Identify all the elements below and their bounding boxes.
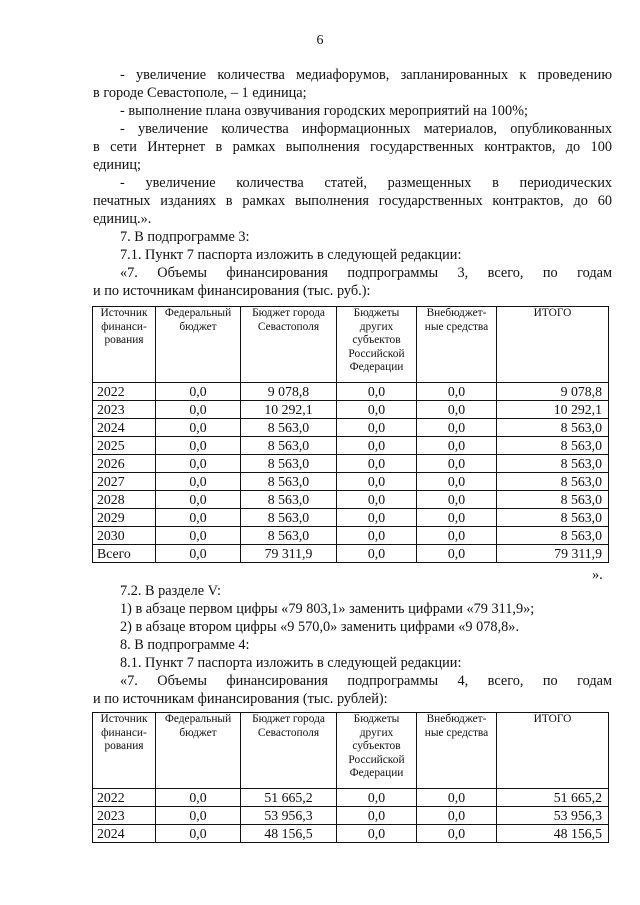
table-cell: 0,0 <box>337 789 417 807</box>
table-cell: 48 156,5 <box>241 825 337 843</box>
middle-line: «7. Объемы финансирования подпрограммы 4, всего, по годам <box>120 673 612 689</box>
table-cell: 0,0 <box>417 527 497 545</box>
table-cell: 2023 <box>93 807 156 825</box>
table-cell: 8 563,0 <box>241 491 337 509</box>
table-cell: 0,0 <box>417 419 497 437</box>
table-cell: 0,0 <box>156 491 241 509</box>
table-row <box>93 491 609 509</box>
header-federal: Федеральный бюджет <box>156 713 241 789</box>
table-cell: 2022 <box>93 383 156 401</box>
table-cell: 8 563,0 <box>497 419 609 437</box>
intro-line: единиц; <box>93 157 142 173</box>
intro-line: - увеличение количества статей, размещенных в периодических <box>120 175 612 191</box>
table-cell: 53 956,3 <box>241 807 337 825</box>
table-cell: 0,0 <box>156 401 241 419</box>
table-cell: 8 563,0 <box>497 473 609 491</box>
table-cell: 8 563,0 <box>241 455 337 473</box>
intro-line: в городе Севастополе, – 1 единица; <box>93 85 307 101</box>
financing-table-4 <box>92 712 609 843</box>
table-cell: 0,0 <box>337 419 417 437</box>
table-cell: 0,0 <box>417 509 497 527</box>
intro-line: 7.1. Пункт 7 паспорта изложить в следующей редакции: <box>120 247 462 263</box>
header-source: Источник финанси-рования <box>93 307 156 383</box>
table-cell: 0,0 <box>417 383 497 401</box>
table-cell: 0,0 <box>417 789 497 807</box>
table-cell: 10 292,1 <box>241 401 337 419</box>
table-cell: 0,0 <box>156 419 241 437</box>
table-cell: 2025 <box>93 437 156 455</box>
table-cell: 53 956,3 <box>497 807 609 825</box>
table-cell: 0,0 <box>156 527 241 545</box>
table-cell: 0,0 <box>156 437 241 455</box>
table-row <box>93 455 609 473</box>
table-cell: 2022 <box>93 789 156 807</box>
closing-quote: ». <box>592 567 603 583</box>
header-other-subjects: Бюджеты других субъектов Российской Федерации <box>337 713 417 789</box>
table-cell: 8 563,0 <box>497 527 609 545</box>
table-cell: 0,0 <box>156 473 241 491</box>
table-row <box>93 383 609 401</box>
header-city: Бюджет города Севастополя <box>241 307 337 383</box>
table-cell: 48 156,5 <box>497 825 609 843</box>
table-cell: 0,0 <box>156 789 241 807</box>
header-source: Источник финанси-рования <box>93 713 156 789</box>
table-cell: 79 311,9 <box>241 545 337 563</box>
header-extrabudget: Внебюджет-ные средства <box>417 307 497 383</box>
table-cell: 8 563,0 <box>497 455 609 473</box>
table-cell: 0,0 <box>417 807 497 825</box>
financing-table-3 <box>92 306 609 563</box>
table-cell: 8 563,0 <box>241 473 337 491</box>
table-cell: 0,0 <box>417 455 497 473</box>
table-cell: 0,0 <box>337 401 417 419</box>
table-cell: 8 563,0 <box>241 527 337 545</box>
header-federal: Федеральный бюджет <box>156 307 241 383</box>
intro-line: единиц.». <box>93 211 152 227</box>
table-row <box>93 419 609 437</box>
table-cell: 0,0 <box>337 825 417 843</box>
table-cell: 0,0 <box>337 437 417 455</box>
table-cell: 2026 <box>93 455 156 473</box>
table-cell: 2023 <box>93 401 156 419</box>
table-cell: 0,0 <box>417 401 497 419</box>
table-row <box>93 825 609 843</box>
intro-line: и по источникам финансирования (тыс. руб.): <box>93 283 371 299</box>
table-cell: Всего <box>93 545 156 563</box>
section-heading: 7. В подпрограмме 3: <box>120 229 250 245</box>
table-cell: 0,0 <box>156 825 241 843</box>
table-cell: 9 078,8 <box>497 383 609 401</box>
table-cell: 51 665,2 <box>241 789 337 807</box>
table-cell: 79 311,9 <box>497 545 609 563</box>
intro-line: печатных изданиях в рамках выполнения государственных контрактов, до 60 <box>93 193 612 209</box>
table-cell: 0,0 <box>337 509 417 527</box>
table-cell: 0,0 <box>337 527 417 545</box>
table-cell: 2024 <box>93 825 156 843</box>
middle-line: 7.2. В разделе V: <box>120 583 221 599</box>
table-cell: 8 563,0 <box>497 509 609 527</box>
section-heading: 8. В подпрограмме 4: <box>120 637 250 653</box>
table-cell: 2029 <box>93 509 156 527</box>
table-cell: 0,0 <box>337 545 417 563</box>
table-cell: 0,0 <box>337 383 417 401</box>
table-cell: 2030 <box>93 527 156 545</box>
table-row <box>93 509 609 527</box>
table-cell: 0,0 <box>156 509 241 527</box>
header-total: ИТОГО <box>497 713 609 789</box>
middle-line: 1) в абзаце первом цифры «79 803,1» заменить цифрами «79 311,9»; <box>120 601 535 617</box>
intro-line: - увеличение количества медиафорумов, запланированных к проведению <box>120 67 612 83</box>
table-cell: 0,0 <box>156 807 241 825</box>
table-cell: 2024 <box>93 419 156 437</box>
table-row <box>93 789 609 807</box>
table-cell: 0,0 <box>417 825 497 843</box>
table-cell: 8 563,0 <box>241 419 337 437</box>
intro-line: в сети Интернет в рамках выполнения государственных контрактов, до 100 <box>93 139 612 155</box>
table-cell: 0,0 <box>156 455 241 473</box>
table-cell: 0,0 <box>417 437 497 455</box>
header-other-subjects: Бюджеты других субъектов Российской Федерации <box>337 307 417 383</box>
table-cell: 0,0 <box>337 807 417 825</box>
table-cell: 9 078,8 <box>241 383 337 401</box>
table-cell: 8 563,0 <box>241 437 337 455</box>
table-row <box>93 807 609 825</box>
table-cell: 8 563,0 <box>497 491 609 509</box>
header-extrabudget: Внебюджет-ные средства <box>417 713 497 789</box>
header-city: Бюджет города Севастополя <box>241 713 337 789</box>
middle-line: 2) в абзаце втором цифры «9 570,0» заменить цифрами «9 078,8». <box>120 619 520 635</box>
table-cell: 0,0 <box>156 545 241 563</box>
table-cell: 0,0 <box>337 455 417 473</box>
table-cell: 0,0 <box>156 383 241 401</box>
table-row <box>93 437 609 455</box>
intro-line: - увеличение количества информационных материалов, опубликованных <box>120 121 612 137</box>
table-cell: 2028 <box>93 491 156 509</box>
table-row <box>93 401 609 419</box>
table-cell: 2027 <box>93 473 156 491</box>
table-row-total <box>93 545 609 563</box>
table-row <box>93 527 609 545</box>
table-cell: 10 292,1 <box>497 401 609 419</box>
header-total: ИТОГО <box>497 307 609 383</box>
table-cell: 51 665,2 <box>497 789 609 807</box>
page-number: 6 <box>316 33 324 48</box>
intro-line: - выполнение плана озвучивания городских мероприятий на 100%; <box>120 103 528 119</box>
table-cell: 0,0 <box>337 473 417 491</box>
middle-line: 8.1. Пункт 7 паспорта изложить в следующей редакции: <box>120 655 462 671</box>
table-cell: 0,0 <box>417 545 497 563</box>
middle-line: и по источникам финансирования (тыс. рублей): <box>93 691 388 707</box>
table-cell: 8 563,0 <box>241 509 337 527</box>
table-cell: 0,0 <box>417 473 497 491</box>
table-cell: 0,0 <box>337 491 417 509</box>
table-row <box>93 473 609 491</box>
intro-line: «7. Объемы финансирования подпрограммы 3, всего, по годам <box>120 265 612 281</box>
table-cell: 0,0 <box>417 491 497 509</box>
table-cell: 8 563,0 <box>497 437 609 455</box>
